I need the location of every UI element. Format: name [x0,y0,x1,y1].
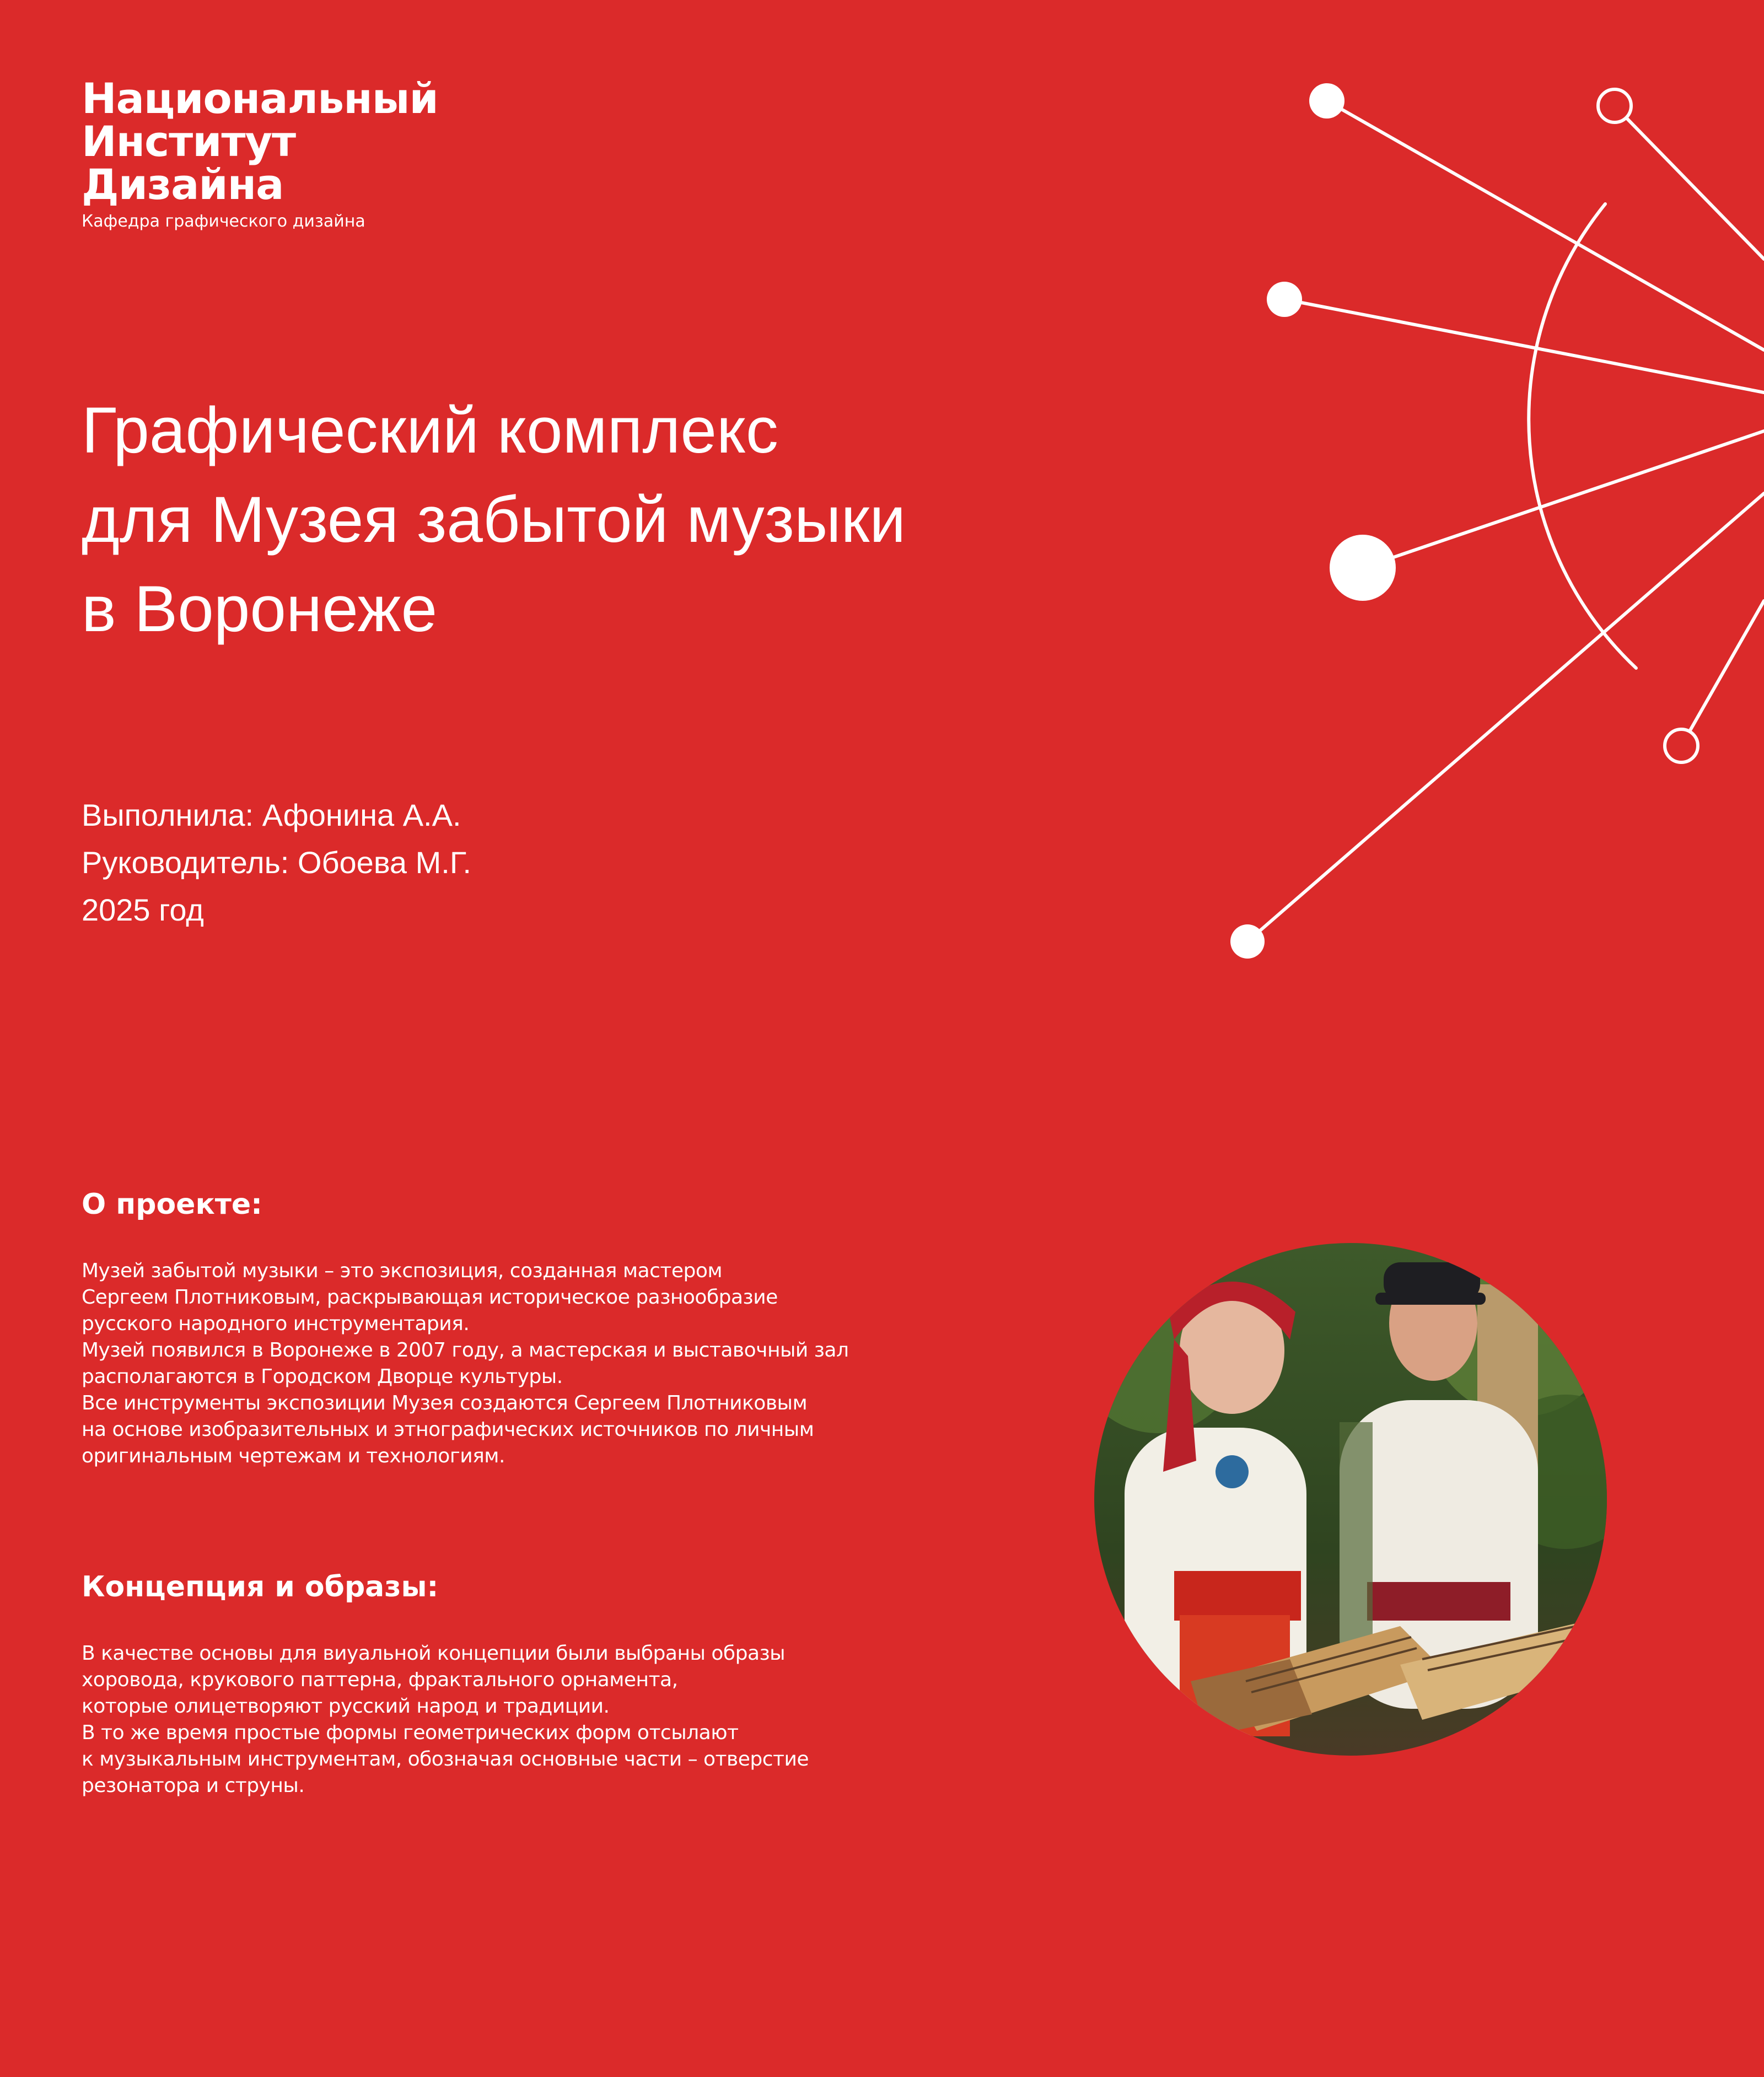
about-line: располагаются в Городском Дворце культуры. [82,1365,563,1388]
concept-line: В качестве основы для виуальной концепции были выбраны образы [82,1642,786,1665]
logo-line-3: Дизайна [82,160,284,209]
concept-line: к музыкальным инструментам, обозначая основные части – отверстие [82,1748,809,1771]
about-line: оригинальным чертежам и технологиям. [82,1445,505,1467]
dot-icon [1230,924,1265,959]
concept-line: резонатора и струны. [82,1774,305,1797]
dot-icon [1309,83,1344,119]
concept-text [82,1640,809,1799]
concept-section [82,1568,809,1799]
institute-logo [82,74,438,233]
about-section [82,1185,848,1470]
dot-icon [1330,535,1396,601]
logo-line-1: Национальный [82,74,438,123]
page-title [82,386,1129,654]
logo-line-2: Институт [82,117,296,166]
about-text [82,1258,848,1470]
about-line: Сергеем Плотниковым, раскрывающая историческое разнообразие [82,1286,778,1309]
string-line [1615,106,1764,259]
string-line [1284,299,1764,392]
credit-author: Выполнила: Афонина А.А. [82,798,461,832]
string-line [1681,601,1764,746]
title-line-1: Графический комплекс [82,394,778,467]
title-line-3: в Воронеже [82,573,438,645]
about-line: на основе изобразительных и этнографических источников по личным [82,1418,814,1441]
about-heading: О проекте: [82,1188,262,1221]
about-line: Музей забытой музыки – это экспозиция, созданная мастером [82,1260,723,1282]
about-line: Музей появился в Воронеже в 2007 году, а мастерская и выставочный зал [82,1339,849,1362]
folk-musicians-photo [1091,1240,1610,1758]
about-line: Все инструменты экспозиции Музея создаются Сергеем Плотниковым [82,1392,808,1414]
string-line [1247,493,1764,941]
about-line: русского народного инструментария. [82,1312,470,1335]
concept-line: которые олицетворяют русский народ и традиции. [82,1695,610,1718]
credit-supervisor: Руководитель: Обоева М.Г. [82,845,471,880]
credit-year: 2025 год [82,892,204,927]
arc-line [1529,204,1636,668]
ring-icon [1598,89,1631,122]
concept-heading: Концепция и образы: [82,1570,439,1604]
title-line-2: для Музея забытой музыки [82,483,906,556]
concept-line: В то же время простые формы геометрических форм отсылают [82,1721,739,1744]
logo-subtitle: Кафедра графического дизайна [82,212,365,231]
concept-line: хоровода, крукового паттерна, фрактального орнамента, [82,1669,678,1691]
dot-icon [1267,282,1302,317]
ring-icon [1665,729,1698,762]
credits [82,792,471,934]
